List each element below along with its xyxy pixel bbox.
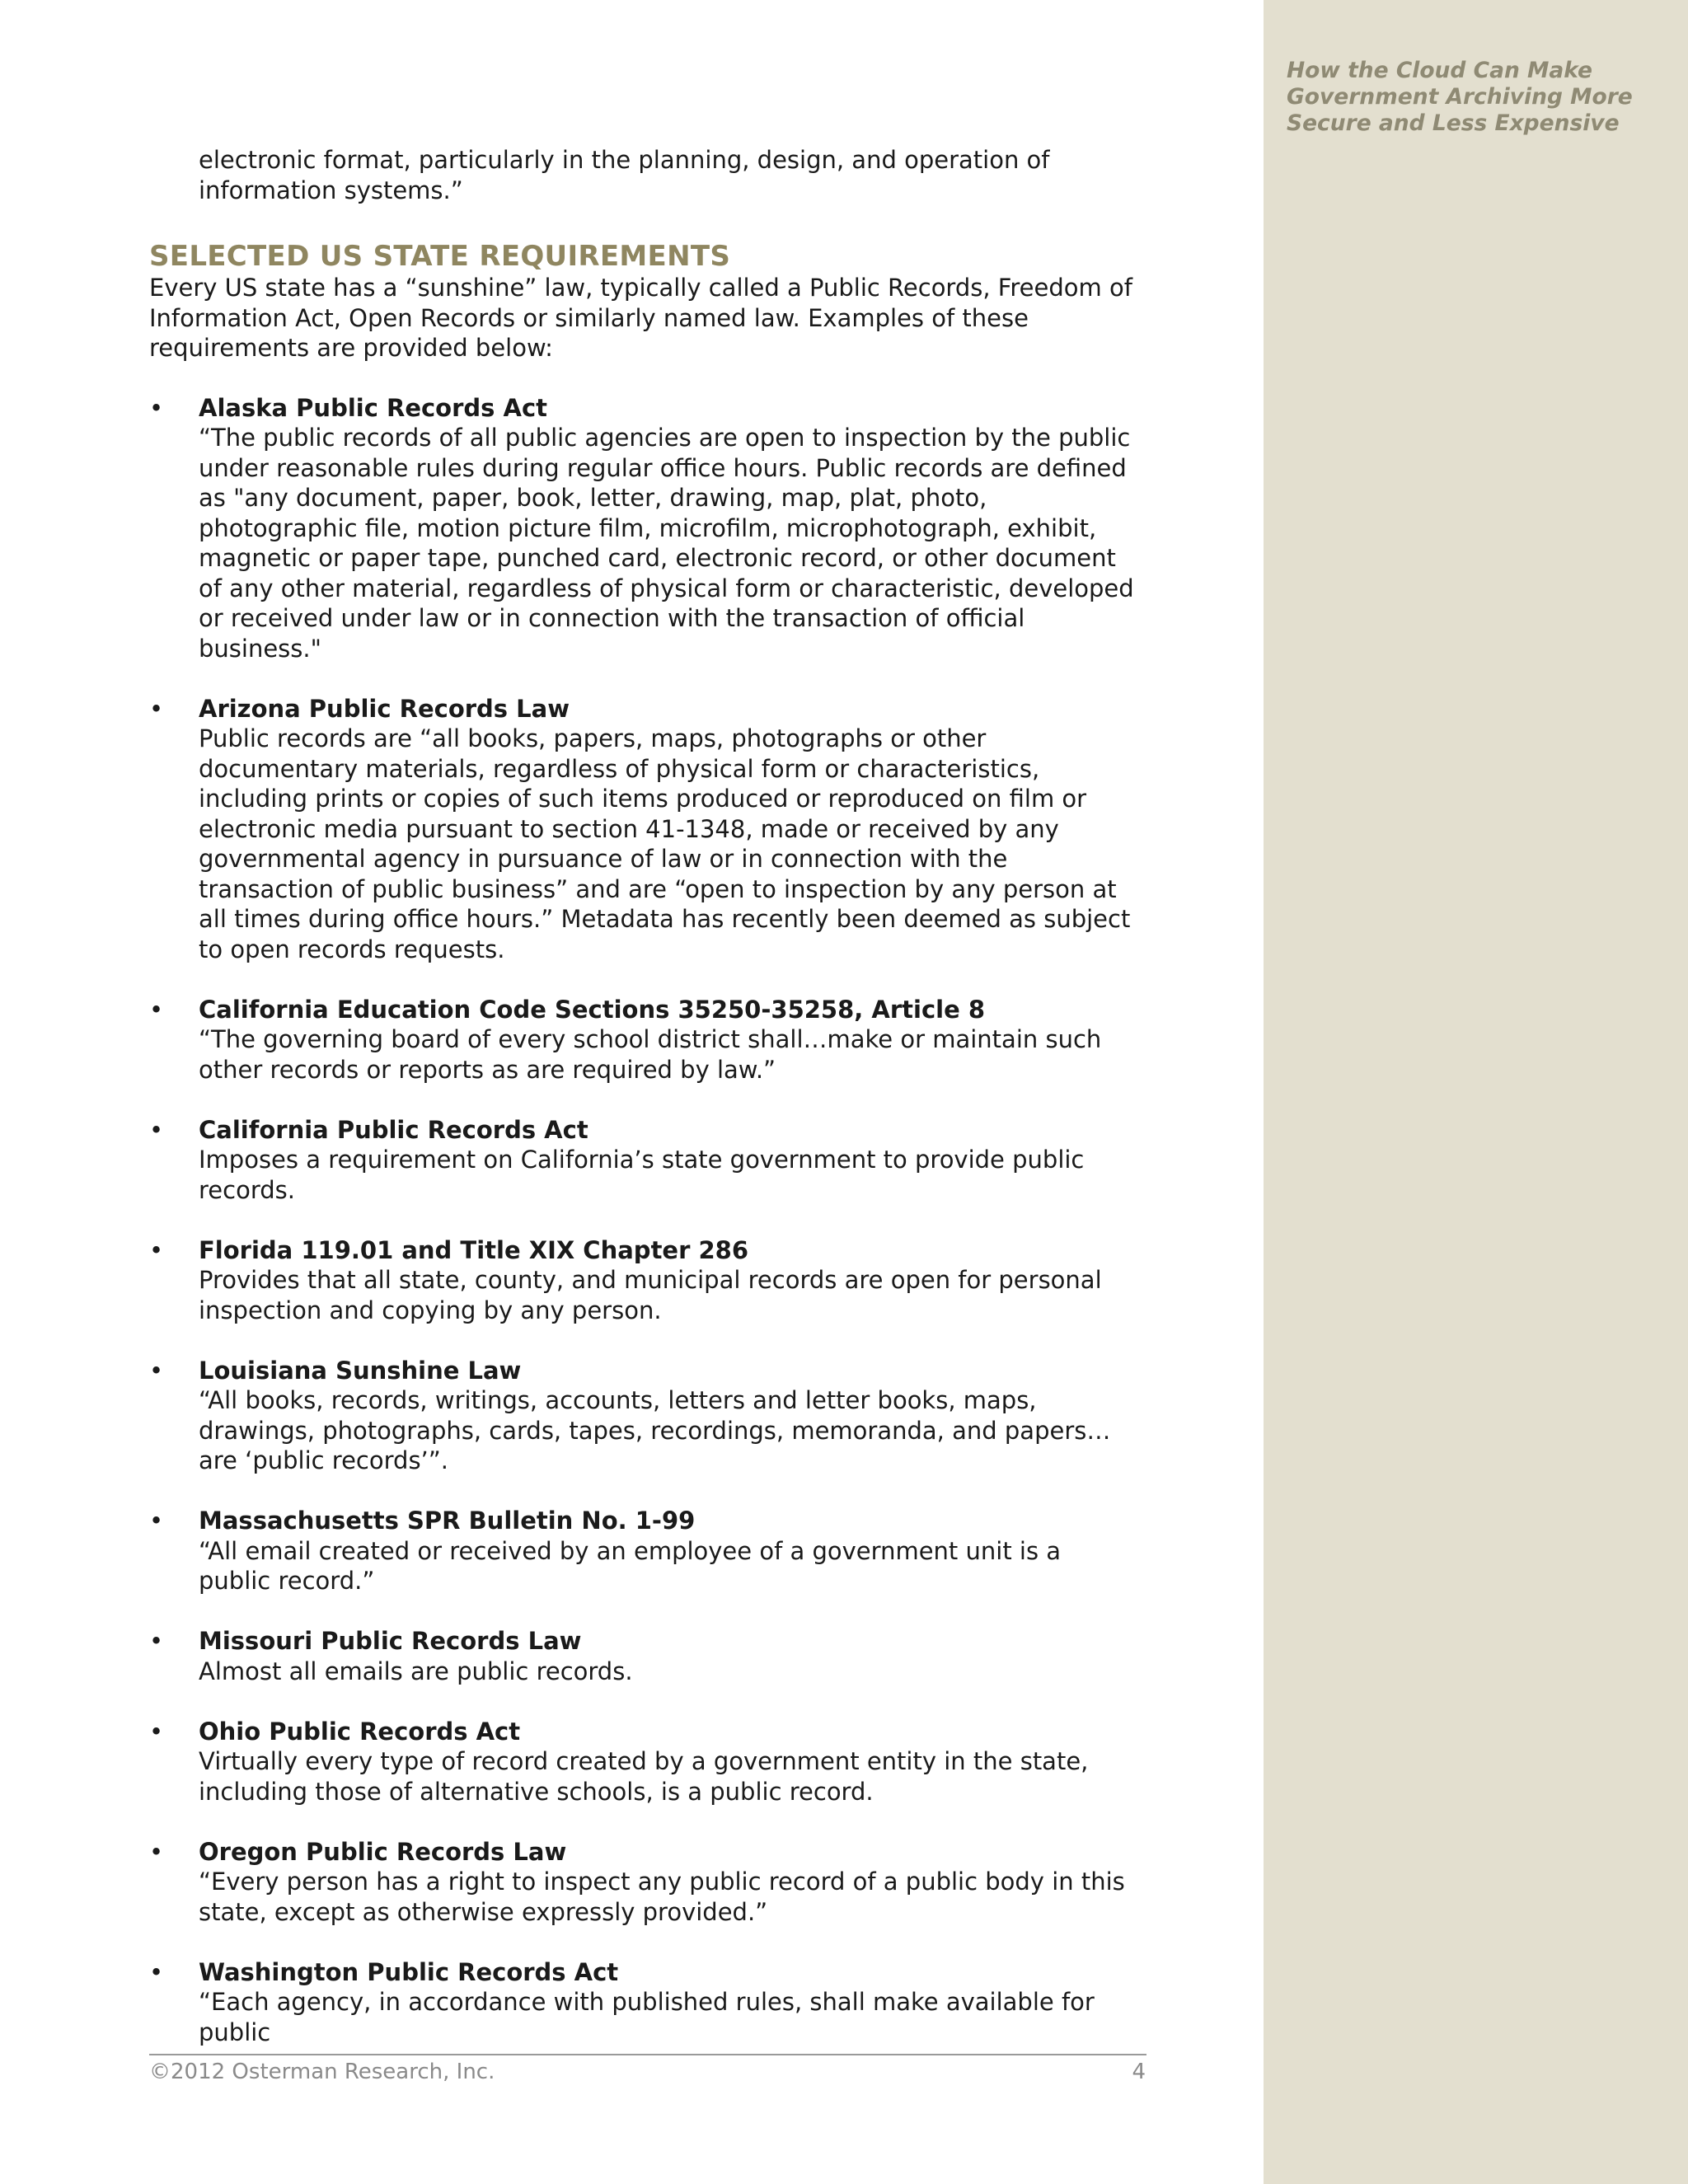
list-item bbox=[149, 1506, 1138, 1596]
bullet-icon: • bbox=[149, 1507, 164, 1535]
section-heading: SELECTED US STATE REQUIREMENTS bbox=[149, 240, 731, 273]
requirement-body: “Each agency, in accordance with published rules, shall make available for public bbox=[199, 1988, 1095, 2046]
requirement-body: Virtually every type of record created by a government entity in the state, including those of alternative schools, is a public record. bbox=[199, 1747, 1089, 1806]
requirement-body: “All books, records, writings, accounts, letters and letter books, maps, drawings, photographs, cards, tapes, recordings, memoranda, and papers…are ‘public records’”. bbox=[199, 1386, 1111, 1474]
list-item bbox=[149, 1837, 1138, 1928]
bullet-icon: • bbox=[149, 1957, 164, 1986]
requirement-title: Missouri Public Records Law bbox=[199, 1627, 582, 1655]
bullet-icon: • bbox=[149, 1837, 164, 1866]
requirement-title: Arizona Public Records Law bbox=[199, 694, 570, 723]
bullet-icon: • bbox=[149, 995, 164, 1024]
requirement-title: Oregon Public Records Law bbox=[199, 1837, 567, 1866]
requirement-title: Florida 119.01 and Title XIX Chapter 286 bbox=[199, 1235, 749, 1264]
requirement-body: “All email created or received by an employee of a government unit is a public record.” bbox=[199, 1536, 1062, 1595]
requirement-title: Massachusetts SPR Bulletin No. 1-99 bbox=[199, 1507, 696, 1535]
list-item bbox=[149, 393, 1138, 664]
requirement-body: Public records are “all books, papers, maps, photographs or other documentary materials, regardless of physical form or characteristics, including prints or copies of such items produced or reproduced on film or electronic media pursuant to section 41-1348, made or received by any governmental agency in pursuance of law or in connection with the transaction of public business” and are “open to inspection by any person at all times during office hours.” Metadata has recently been deemed as subject to open records requests. bbox=[199, 724, 1131, 963]
footer-divider bbox=[149, 2054, 1146, 2055]
list-item bbox=[149, 1626, 1138, 1686]
requirement-body: “The governing board of every school district shall…make or maintain such other records or reports as are required by law.” bbox=[199, 1025, 1102, 1084]
requirement-title: Ohio Public Records Act bbox=[199, 1717, 521, 1746]
requirement-body: Imposes a requirement on California’s state government to provide public records. bbox=[199, 1146, 1085, 1204]
bullet-icon: • bbox=[149, 694, 164, 723]
requirement-body: “Every person has a right to inspect any public record of a public body in this state, except as otherwise expressly provided.” bbox=[199, 1868, 1125, 1926]
bullet-icon: • bbox=[149, 1627, 164, 1655]
requirement-title: Louisiana Sunshine Law bbox=[199, 1356, 522, 1385]
requirements-list bbox=[149, 393, 1138, 2048]
requirement-body: “The public records of all public agencies are open to inspection by the public under reasonable rules during regular office hours. Public records are defined as "any document, paper, book, letter, drawing, map, plat, photo, photographic file, motion picture film, microfilm, microphotograph, exhibit, magnetic or paper tape, punched card, electronic record, or other document of any other material, regardless of physical form or characteristic, developed or received under law or in connection with the transaction of official business." bbox=[199, 424, 1134, 663]
list-item bbox=[149, 1356, 1138, 1476]
requirement-title: California Education Code Sections 35250-35258, Article 8 bbox=[199, 995, 986, 1024]
section-intro: Every US state has a “sunshine” law, typically called a Public Records, Freedom of Information Act, Open Records or similarly named law. Examples of these requirements are provided below: bbox=[149, 274, 1132, 362]
list-item bbox=[149, 995, 1138, 1085]
requirement-body: Almost all emails are public records. bbox=[199, 1657, 633, 1685]
footer-copyright: ©2012 Osterman Research, Inc. bbox=[149, 2060, 495, 2084]
intro-continuation: electronic format, particularly in the planning, design, and operation of information systems.” bbox=[199, 146, 1050, 204]
bullet-icon: • bbox=[149, 1115, 164, 1144]
bullet-icon: • bbox=[149, 393, 164, 422]
sidebar-title: How the Cloud Can Make Government Archiving More Secure and Less Expensive bbox=[1287, 58, 1633, 136]
list-item bbox=[149, 694, 1138, 965]
bullet-icon: • bbox=[149, 1356, 164, 1385]
requirement-title: Alaska Public Records Act bbox=[199, 393, 548, 422]
bullet-icon: • bbox=[149, 1235, 164, 1264]
requirement-title: California Public Records Act bbox=[199, 1115, 588, 1144]
list-item bbox=[149, 1957, 1138, 2048]
list-item bbox=[149, 1717, 1138, 1807]
list-item bbox=[149, 1235, 1138, 1326]
sidebar-panel bbox=[1264, 0, 1688, 2184]
requirement-title: Washington Public Records Act bbox=[199, 1957, 619, 1986]
list-item bbox=[149, 1115, 1138, 1206]
requirement-body: Provides that all state, county, and municipal records are open for personal inspection and copying by any person. bbox=[199, 1266, 1102, 1324]
main-content bbox=[149, 145, 1138, 2078]
page-number: 4 bbox=[1132, 2060, 1146, 2084]
bullet-icon: • bbox=[149, 1717, 164, 1746]
